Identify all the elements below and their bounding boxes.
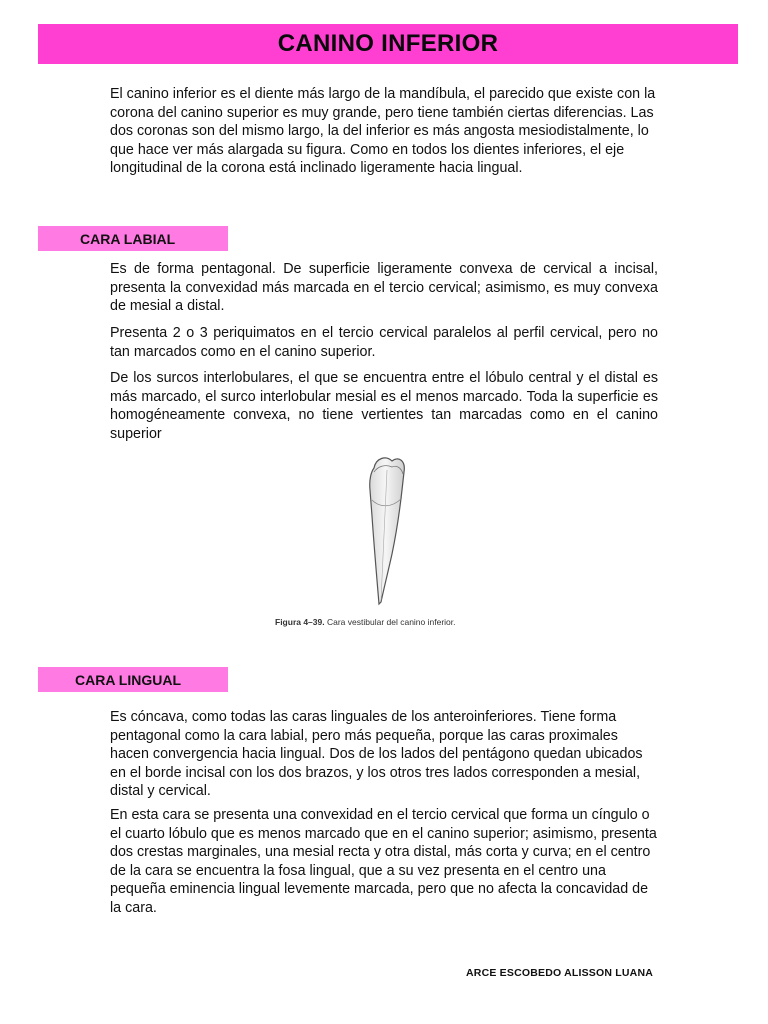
intro-paragraph: El canino inferior es el diente más largo de la mandíbula, el parecido que existe con la corona del canino superior es muy grande, pero tiene también ciertas diferencias. Las dos coronas son del mismo largo, la del inferior es más angosta mesiodistalmente, lo que hace ver más alargada su figura. Como en todos los dientes inferiores, el eje longitudinal de la corona está inclinado ligeramente hacia lingual. (110, 86, 656, 177)
title-banner (38, 24, 738, 64)
figure-caption-text: Cara vestibular del canino inferior. (326, 617, 456, 627)
section-heading-lingual (38, 667, 228, 692)
section-heading-label: CARA LABIAL (80, 230, 176, 247)
figure-label: Figura 4–39. (275, 617, 325, 627)
lingual-paragraph-2: En esta cara se presenta una convexidad en el tercio cervical que forma un cíngulo o el cuarto lóbulo que es menos marcado que en el canino superior; asimismo, presenta dos crestas marginales, una mesial recta y otra distal, más corta y curva; en el centro de la cara se encuentra la fosa lingual, que a su vez presenta en el centro una pequeña eminencia lingual levemente marcada, pero que no afecta la concavidad de la cara. (110, 807, 657, 916)
section-heading-label: CARA LINGUAL (75, 671, 182, 688)
section-heading-labial (38, 226, 228, 251)
figure-caption (275, 617, 456, 627)
labial-paragraph-2: Presenta 2 o 3 periquimatos en el tercio cervical paralelos al perfil cervical, pero no tan marcados como en el canino superior. (110, 325, 658, 360)
canine-tooth-illustration (340, 450, 460, 610)
lingual-paragraph-1: Es cóncava, como todas las caras linguales de los anteroinferiores. Tiene forma pentagonal como la cara labial, pero más pequeña, porque las caras proximales hacen convergencia hacia lingual. Dos de los lados del pentágono quedan ubicados en el borde incisal con los dos brazos, y los otros tres lados corresponden a mesial, distal y cervical. (110, 709, 643, 800)
labial-paragraph-3: De los surcos interlobulares, el que se encuentra entre el lóbulo central y el distal es más marcado, el surco interlobular mesial es el menos marcado. Toda la superficie es homogéneamente convexa, no tiene vertientes tan marcadas como en el canino superior (110, 370, 658, 442)
page-title: CANINO INFERIOR (277, 30, 499, 57)
author-name: ARCE ESCOBEDO ALISSON LUANA (466, 967, 654, 979)
labial-paragraph-1: Es de forma pentagonal. De superficie ligeramente convexa de cervical a incisal, presenta la convexidad más marcada en el tercio cervical; asimismo, es muy convexa de mesial a distal. (110, 261, 658, 315)
